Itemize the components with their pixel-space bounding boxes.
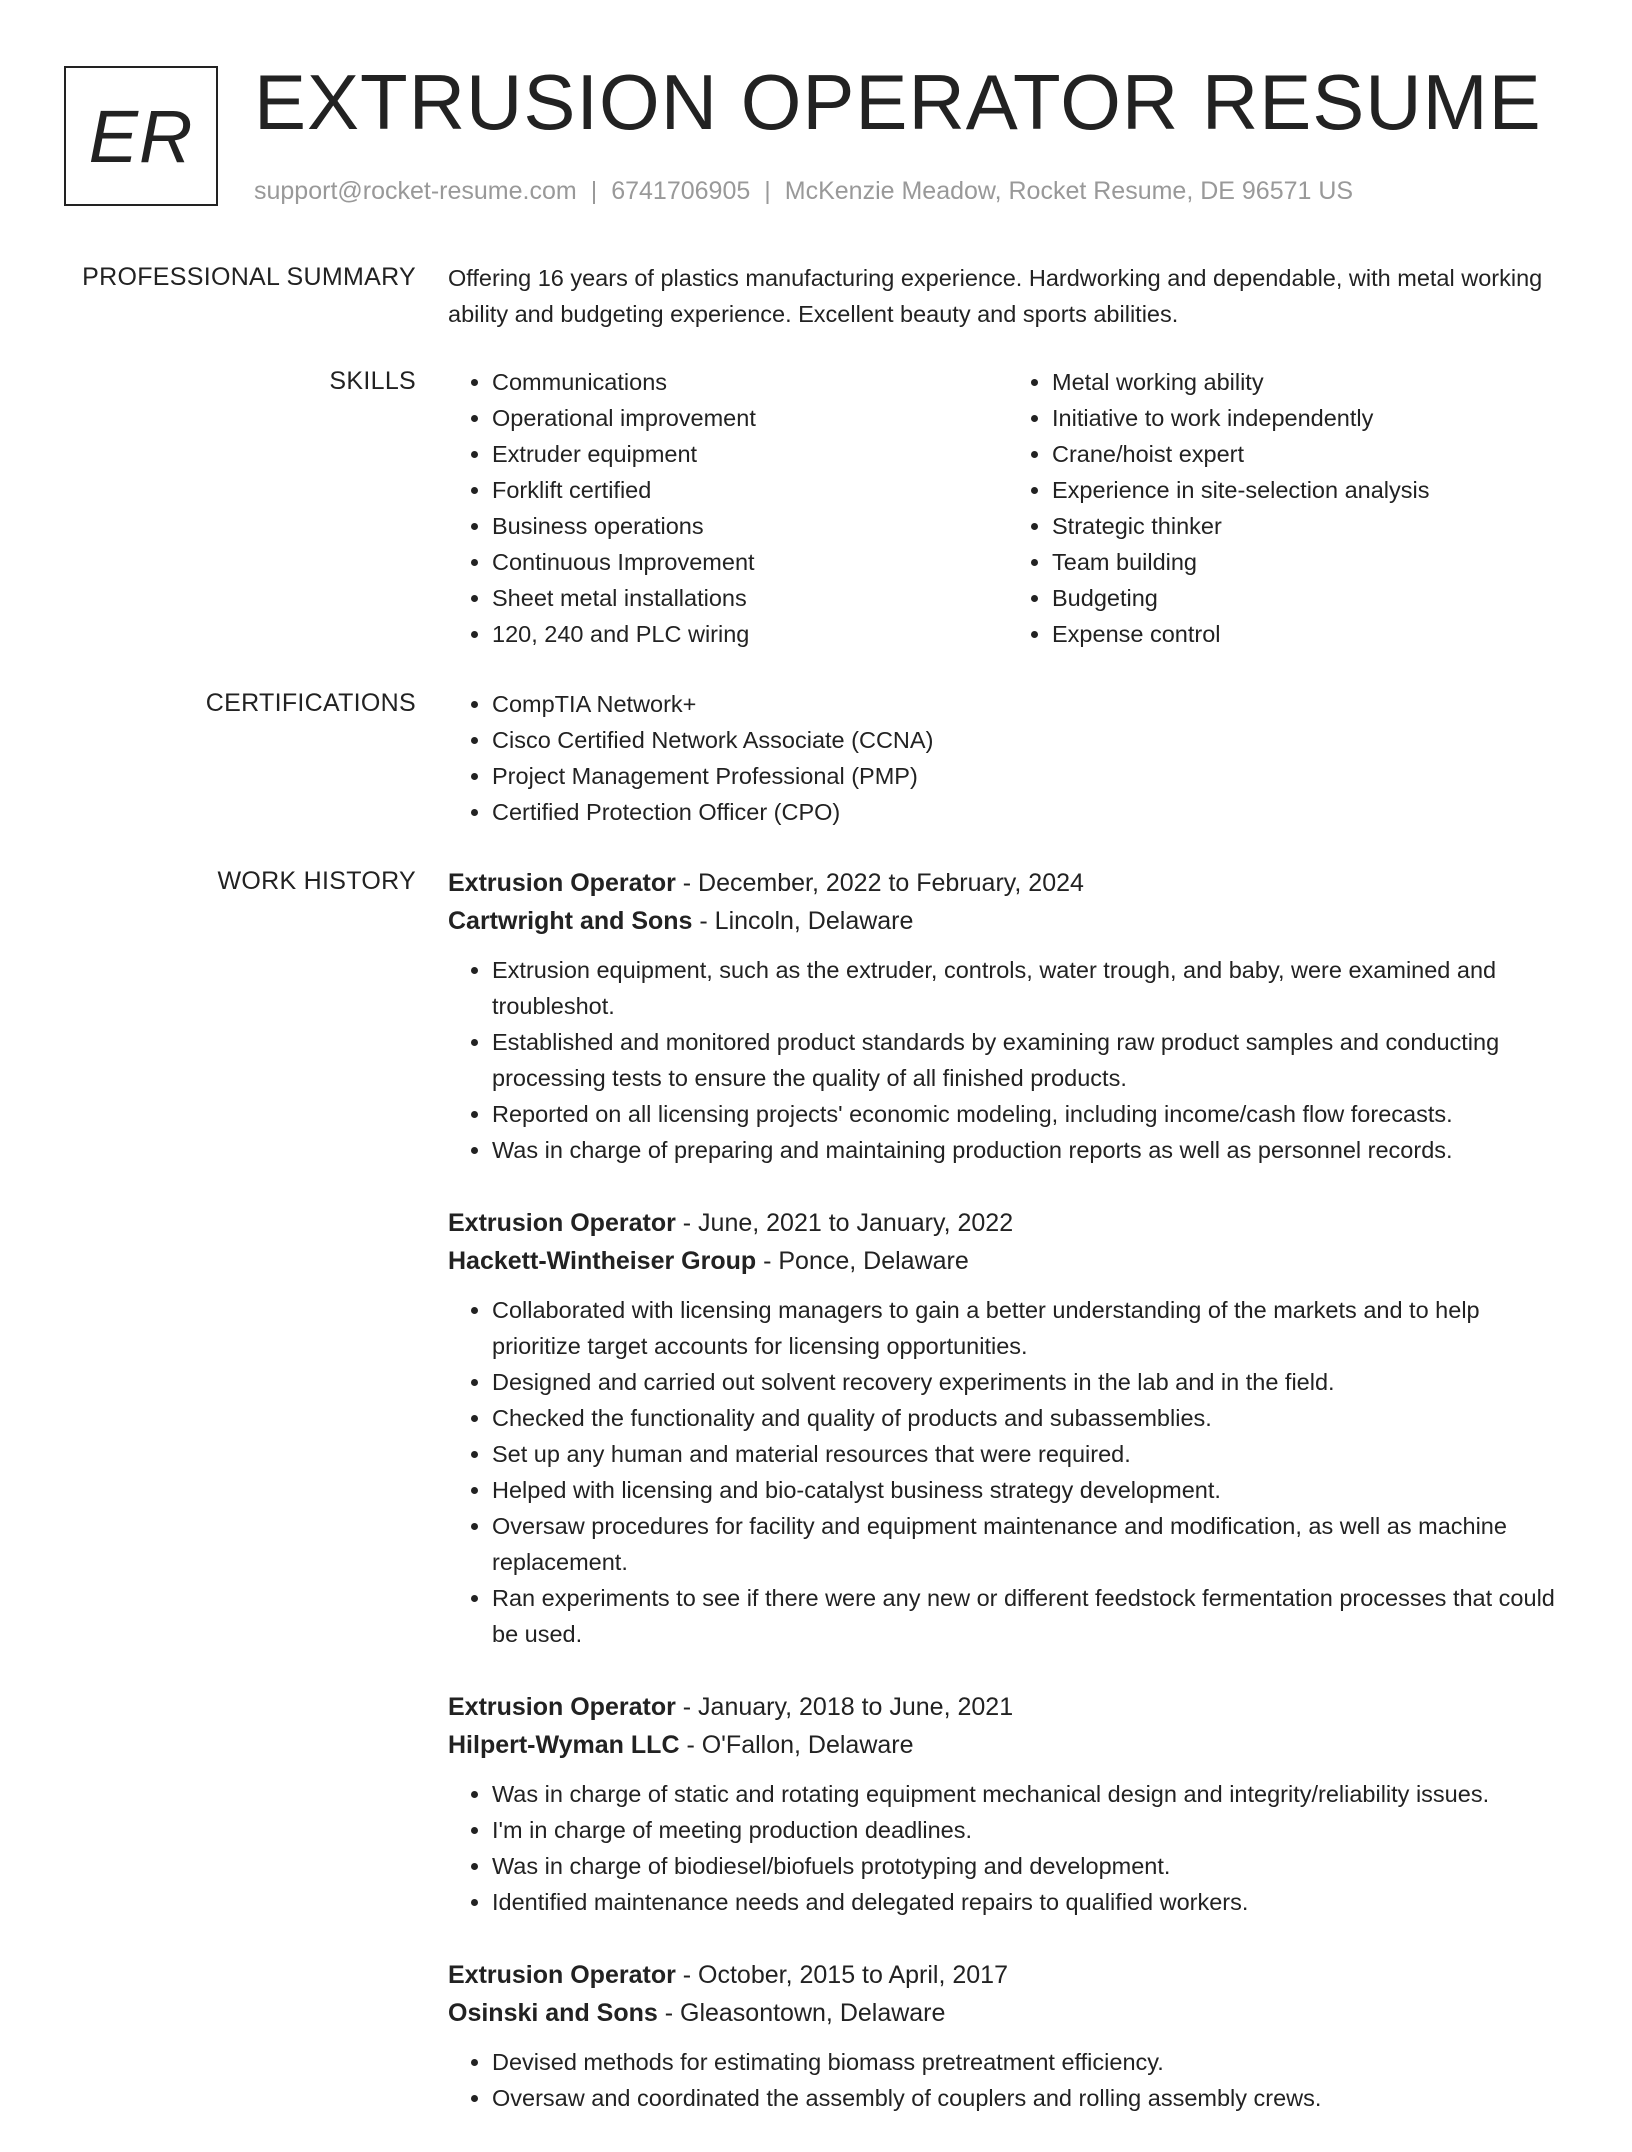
job-bullets <box>448 2044 1568 2116</box>
list-item: • Sheet metal installations <box>492 580 1008 616</box>
job-dates: - October, 2015 to April, 2017 <box>675 1961 1008 1989</box>
job-role: Extrusion Operator <box>448 1209 676 1237</box>
job-role: Extrusion Operator <box>448 1693 676 1721</box>
list-item: • Certified Protection Officer (CPO) <box>492 794 1568 830</box>
list-item: • Collaborated with licensing managers to gain a better understanding of the markets and to help prioritize target accounts for licensing opportunities. <box>492 1292 1568 1364</box>
list-item: • Was in charge of static and rotating equipment mechanical design and integrity/reliability issues. <box>492 1776 1568 1812</box>
list-item: • Identified maintenance needs and delegated repairs to qualified workers. <box>492 1884 1568 1920</box>
list-item: • 120, 240 and PLC wiring <box>492 616 1008 652</box>
job-location: - Lincoln, Delaware <box>692 907 914 935</box>
job-title-line <box>448 1204 1568 1242</box>
skills-list-left <box>448 364 1008 652</box>
list-item: • Designed and carried out solvent recovery experiments in the lab and in the field. <box>492 1364 1568 1400</box>
section-title: WORK HISTORY <box>217 867 416 895</box>
resume-title: EXTRUSION OPERATOR RESUME <box>254 58 1542 146</box>
list-item: • Devised methods for estimating biomass pretreatment efficiency. <box>492 2044 1568 2080</box>
separator: | <box>590 177 598 205</box>
section-title: CERTIFICATIONS <box>205 689 416 717</box>
list-item: • Operational improvement <box>492 400 1008 436</box>
job-bullets <box>448 952 1568 1168</box>
list-item: • Budgeting <box>1052 580 1568 616</box>
list-item: • Team building <box>1052 544 1568 580</box>
job-company: Hilpert-Wyman LLC <box>448 1731 680 1759</box>
list-item: • Set up any human and material resources that were required. <box>492 1436 1568 1472</box>
job-entry <box>448 1956 1568 2116</box>
list-item: • Checked the functionality and quality of products and subassemblies. <box>492 1400 1568 1436</box>
list-item: • Experience in site-selection analysis <box>1052 472 1568 508</box>
job-title-line <box>448 1688 1568 1726</box>
list-item: • Cisco Certified Network Associate (CCNA) <box>492 722 1568 758</box>
job-company-line <box>448 1726 1568 1764</box>
job-entry <box>448 1204 1568 1652</box>
list-item: • Helped with licensing and bio-catalyst business strategy development. <box>492 1472 1568 1508</box>
list-item: • I'm in charge of meeting production deadlines. <box>492 1812 1568 1848</box>
job-title-line <box>448 864 1568 902</box>
job-dates: - June, 2021 to January, 2022 <box>675 1209 1014 1237</box>
job-company-line <box>448 902 1568 940</box>
separator: | <box>764 177 771 205</box>
list-item: • Project Management Professional (PMP) <box>492 758 1568 794</box>
list-item: • Crane/hoist expert <box>1052 436 1568 472</box>
list-item: • Extrusion equipment, such as the extruder, controls, water trough, and baby, were examined and troubleshot. <box>492 952 1568 1024</box>
list-item: • Business operations <box>492 508 1008 544</box>
phone[interactable]: 6741706905 <box>611 177 751 205</box>
list-item: • CompTIA Network+ <box>492 686 1568 722</box>
section-title: SKILLS <box>329 367 416 395</box>
job-dates: - January, 2018 to June, 2021 <box>675 1693 1014 1721</box>
job-company: Osinski and Sons <box>448 1999 658 2027</box>
list-item: • Reported on all licensing projects' economic modeling, including income/cash flow forecasts. <box>492 1096 1568 1132</box>
list-item: • Was in charge of biodiesel/biofuels prototyping and development. <box>492 1848 1568 1884</box>
list-item: • Communications <box>492 364 1008 400</box>
list-item: • Expense control <box>1052 616 1568 652</box>
job-entry <box>448 864 1568 1168</box>
job-company-line <box>448 1242 1568 1280</box>
list-item: • Ran experiments to see if there were any new or different feedstock fermentation processes that could be used. <box>492 1580 1568 1652</box>
address: McKenzie Meadow, Rocket Resume, DE 96571 US <box>784 177 1354 205</box>
list-item: • Continuous Improvement <box>492 544 1008 580</box>
certifications-list <box>448 686 1568 830</box>
list-item: • Was in charge of preparing and maintaining production reports as well as personnel records. <box>492 1132 1568 1168</box>
job-role: Extrusion Operator <box>448 1961 676 1989</box>
job-bullets <box>448 1292 1568 1652</box>
email[interactable]: support@rocket-resume.com <box>254 177 577 205</box>
contact-line <box>254 175 1353 207</box>
job-location: - O'Fallon, Delaware <box>679 1731 914 1759</box>
list-item: • Oversaw and coordinated the assembly of couplers and rolling assembly crews. <box>492 2080 1568 2116</box>
job-role: Extrusion Operator <box>448 869 676 897</box>
list-item: • Initiative to work independently <box>1052 400 1568 436</box>
monogram: ER <box>64 66 218 206</box>
list-item: • Strategic thinker <box>1052 508 1568 544</box>
job-company-line <box>448 1994 1568 2032</box>
job-title-line <box>448 1956 1568 1994</box>
job-location: - Ponce, Delaware <box>756 1247 969 1275</box>
job-company: Cartwright and Sons <box>448 907 693 935</box>
job-company: Hackett-Wintheiser Group <box>448 1247 757 1275</box>
list-item: • Established and monitored product standards by examining raw product samples and conducting processing tests to ensure the quality of all finished products. <box>492 1024 1568 1096</box>
job-location: - Gleasontown, Delaware <box>657 1999 946 2027</box>
list-item: • Metal working ability <box>1052 364 1568 400</box>
job-bullets <box>448 1776 1568 1920</box>
list-item: • Forklift certified <box>492 472 1008 508</box>
job-dates: - December, 2022 to February, 2024 <box>675 869 1084 897</box>
summary-text: Offering 16 years of plastics manufacturing experience. Hardworking and dependable, with metal working ability and budgeting experience. Excellent beauty and sports abilities. <box>448 265 1543 327</box>
skills-list-right <box>1008 364 1568 652</box>
job-entry <box>448 1688 1568 1920</box>
list-item: • Extruder equipment <box>492 436 1008 472</box>
list-item: • Oversaw procedures for facility and equipment maintenance and modification, as well as machine replacement. <box>492 1508 1568 1580</box>
section-title: PROFESSIONAL SUMMARY <box>82 263 416 291</box>
